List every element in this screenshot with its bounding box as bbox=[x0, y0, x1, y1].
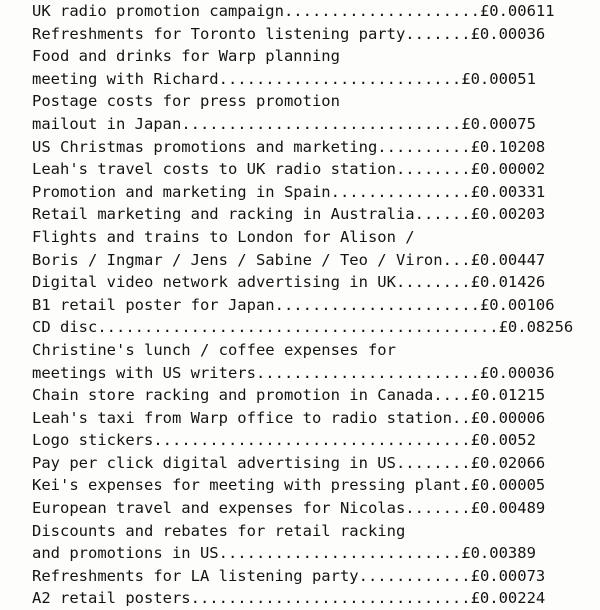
expense-line bbox=[32, 316, 600, 339]
expense-leader-amount: ........£0.01426 bbox=[395, 273, 546, 292]
expense-leader-amount: ...............£0.00331 bbox=[330, 182, 546, 201]
expense-line bbox=[32, 158, 600, 181]
expense-description: A2 retail posters bbox=[32, 589, 191, 608]
expense-description: Digital video network advertising in UK bbox=[32, 273, 396, 292]
expense-line bbox=[32, 203, 600, 226]
expense-line bbox=[32, 565, 600, 588]
expense-description: Promotion and marketing in Spain bbox=[32, 182, 331, 201]
expense-description: Refreshments for LA listening party bbox=[32, 566, 359, 585]
expense-leader-amount: ........£0.02066 bbox=[395, 453, 546, 472]
expense-list bbox=[32, 0, 600, 608]
expense-leader-amount: ..............................£0.00224 bbox=[190, 589, 546, 608]
expense-description: Kei's expenses for meeting with pressing plant bbox=[32, 476, 462, 495]
expense-description: Flights and trains to London for Alison / bbox=[32, 227, 415, 246]
expense-line bbox=[32, 249, 600, 272]
expense-line bbox=[32, 474, 600, 497]
expense-description: Pay per click digital advertising in US bbox=[32, 453, 396, 472]
expense-description: Discounts and rebates for retail racking bbox=[32, 521, 406, 540]
expense-line bbox=[32, 429, 600, 452]
expense-leader-amount: ..........................£0.00051 bbox=[218, 69, 536, 88]
expense-line bbox=[32, 542, 600, 565]
expense-description: Christine's lunch / coffee expenses for bbox=[32, 340, 396, 359]
expense-line bbox=[32, 271, 600, 294]
expense-description: UK radio promotion campaign bbox=[32, 2, 284, 20]
expense-description-cont: meetings with US writers bbox=[32, 363, 256, 382]
expense-line bbox=[32, 90, 600, 113]
expense-leader-amount: .....................£0.00611 bbox=[283, 2, 555, 20]
expense-line bbox=[32, 226, 600, 249]
expense-leader-amount: ...........................................£0.08256 bbox=[97, 318, 574, 337]
expense-line bbox=[32, 113, 600, 136]
expense-line bbox=[32, 587, 600, 610]
expense-line bbox=[32, 407, 600, 430]
expense-description: Food and drinks for Warp planning bbox=[32, 47, 340, 66]
expense-description-cont: and promotions in US bbox=[32, 544, 219, 563]
expense-description: CD disc bbox=[32, 318, 98, 337]
expense-description: US Christmas promotions and marketing bbox=[32, 137, 378, 156]
expense-line bbox=[32, 68, 600, 91]
expense-line bbox=[32, 0, 600, 23]
expense-description: Leah's travel costs to UK radio station bbox=[32, 160, 396, 179]
expense-line bbox=[32, 384, 600, 407]
expense-line bbox=[32, 452, 600, 475]
expense-description: Leah's taxi from Warp office to radio station bbox=[32, 408, 452, 427]
expense-leader-amount: ............£0.00073 bbox=[358, 566, 546, 585]
expense-leader-amount: ........£0.00002 bbox=[395, 160, 546, 179]
expense-description: Logo stickers bbox=[32, 431, 154, 450]
expense-leader-amount: ........................£0.00036 bbox=[255, 363, 555, 382]
expense-line bbox=[32, 294, 600, 317]
expense-line bbox=[32, 23, 600, 46]
expense-leader-amount: .......£0.00489 bbox=[405, 499, 546, 518]
expense-description-cont: Boris / Ingmar / Jens / Sabine / Teo / Viron bbox=[32, 250, 443, 269]
expense-line bbox=[32, 136, 600, 159]
expense-leader-amount: ..............................£0.00075 bbox=[181, 114, 536, 133]
expense-leader-amount: ..................................£0.0052 bbox=[153, 431, 536, 450]
expense-description: B1 retail poster for Japan bbox=[32, 295, 275, 314]
expense-leader-amount: ..........................£0.00389 bbox=[218, 544, 536, 563]
expense-leader-amount: ..........£0.10208 bbox=[377, 137, 546, 156]
expense-leader-amount: ......................£0.00106 bbox=[274, 295, 555, 314]
expense-leader-amount: ......£0.00203 bbox=[414, 205, 546, 224]
expense-description: Postage costs for press promotion bbox=[32, 92, 340, 111]
expense-leader-amount: .......£0.00036 bbox=[405, 24, 546, 43]
expense-description: European travel and expenses for Nicolas bbox=[32, 499, 406, 518]
expense-line bbox=[32, 497, 600, 520]
expense-leader-amount: ..£0.00006 bbox=[451, 408, 546, 427]
expense-leader-amount: ...£0.00447 bbox=[442, 250, 546, 269]
expense-leader-amount: .£0.00005 bbox=[461, 476, 546, 495]
expense-line bbox=[32, 520, 600, 543]
expense-description-cont: mailout in Japan bbox=[32, 114, 182, 133]
expense-leader-amount: ....£0.01215 bbox=[433, 386, 546, 405]
expense-line bbox=[32, 339, 600, 362]
expense-line bbox=[32, 181, 600, 204]
expense-line bbox=[32, 45, 600, 68]
expense-description: Chain store racking and promotion in Canada bbox=[32, 386, 434, 405]
expense-description: Refreshments for Toronto listening party bbox=[32, 24, 406, 43]
expense-description: Retail marketing and racking in Australia bbox=[32, 205, 415, 224]
expense-description-cont: meeting with Richard bbox=[32, 69, 219, 88]
expense-line bbox=[32, 362, 600, 385]
